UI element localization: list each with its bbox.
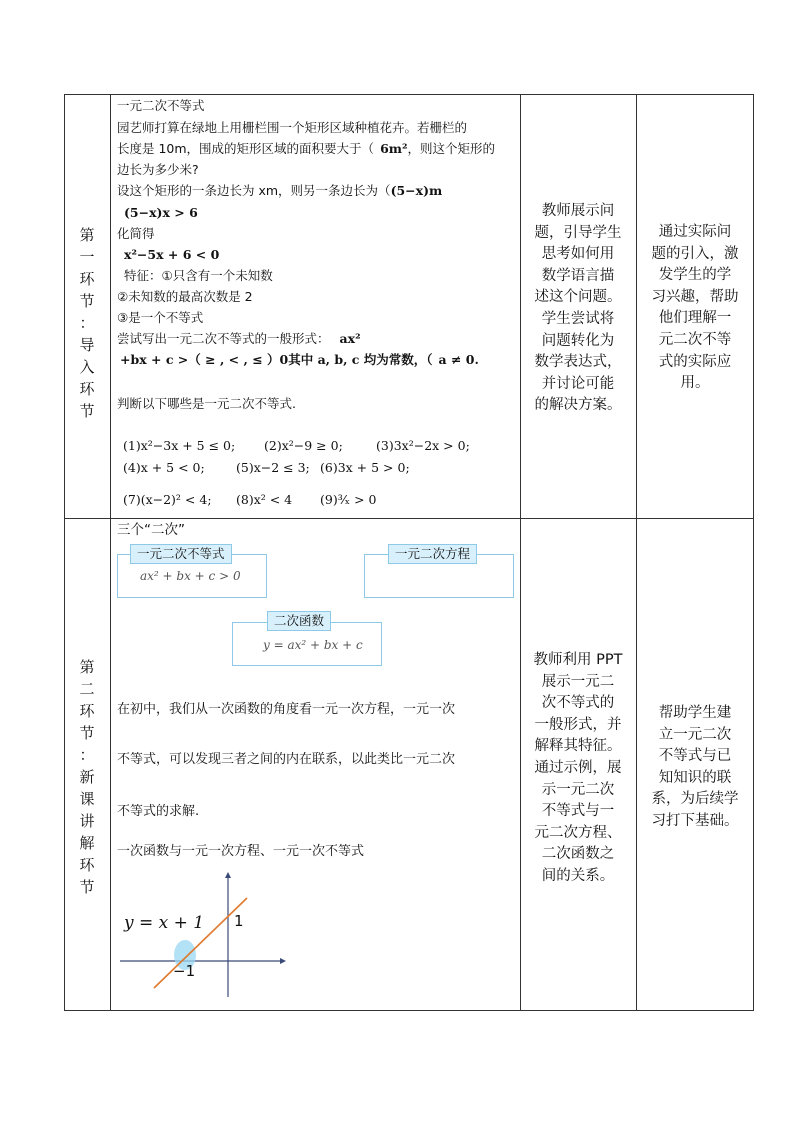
stage-char: 第: [79, 226, 95, 244]
text-line: 题，引导学生: [534, 224, 622, 241]
text-line: 不等式与已: [658, 748, 732, 765]
text-line: 示一元二次: [541, 781, 615, 798]
stage-label-intro: [64, 224, 110, 422]
text-line: 述这个问题。: [534, 289, 622, 306]
text-line: 的解决方案。: [534, 397, 622, 414]
text-line: 知知识的联: [658, 769, 732, 786]
linear-function-graph: [116, 870, 286, 1002]
row-divider: [64, 518, 754, 519]
option-5: (5)x−2 ≤ 3;: [236, 460, 310, 475]
design-purpose-intro: [638, 222, 752, 395]
teacher-activity-intro: [522, 201, 634, 417]
text-line: 元二次不等: [658, 331, 732, 348]
teacher-activity-new-lesson: [522, 650, 634, 888]
box-label: 二次函数: [267, 611, 331, 631]
text-line: 习兴趣，帮助: [651, 288, 739, 305]
option-4: (4)x + 5 < 0;: [123, 460, 205, 475]
paragraph-line: 在初中，我们从一次函数的角度看一元一次方程，一元一次: [117, 702, 456, 717]
text-line: 式的实际应: [658, 353, 732, 370]
text-line: 展示一元二: [541, 673, 615, 690]
subheading: 一次函数与一元一次方程、一元一次不等式: [117, 844, 365, 859]
table-border-bottom: [64, 1010, 754, 1011]
problem-text: 边长为多少米?: [117, 162, 199, 177]
table-divider: [636, 94, 637, 1011]
stage-label-new-lesson: [64, 656, 110, 898]
text-line: 解释其特征。: [534, 738, 622, 755]
setup-text: [117, 183, 442, 199]
text-line: 教师展示问: [541, 203, 615, 219]
general-form-part: +bx + c >（ ≥ , < , ≤ ）0其中 a, b, c 均为常数，（: [120, 352, 433, 367]
text-line: 数学表达式，: [534, 354, 622, 371]
text-line: 系，为后续学: [651, 791, 739, 808]
text-line: 通过示例，展: [534, 759, 622, 776]
table-border-top: [64, 94, 754, 95]
text-line: 立一元二次: [658, 726, 732, 743]
paragraph-line: 不等式的求解.: [117, 804, 200, 819]
stage-char: 课: [79, 790, 95, 808]
option-9: (9)³⁄ₓ > 0: [320, 492, 377, 507]
inequality-2: x²−5x + 6 < 0: [124, 247, 220, 262]
x-axis-arrow: [280, 958, 286, 964]
option-6: (6)3x + 5 > 0;: [320, 460, 410, 475]
text-line: 一般形式，并: [534, 716, 622, 733]
stage-char: 导: [79, 336, 95, 354]
box-equation: ax² + bx + c > 0: [140, 569, 241, 583]
general-form-text: [120, 352, 479, 368]
text-line: 间的关系。: [541, 867, 615, 884]
general-form-cond: a ≠ 0.: [438, 352, 479, 367]
problem-text-part: ，则这个矩形的: [407, 141, 495, 156]
option-2: (2)x²−9 ≥ 0;: [264, 438, 343, 453]
y-axis-arrow: [225, 872, 231, 878]
stage-char: ：: [79, 746, 95, 764]
text-line: 问题转化为: [541, 332, 615, 349]
stage-char: 讲: [79, 812, 95, 830]
text-line: 并讨论可能: [541, 375, 615, 392]
setup-text-part: 设这个矩形的一条边长为 xm，则另一条边长为（: [117, 183, 391, 198]
stage-char: ：: [79, 314, 95, 332]
text-line: 二次函数之: [541, 846, 615, 863]
text-line: 他们理解一: [658, 310, 732, 327]
lesson-table: [64, 94, 754, 1011]
text-line: 教师利用 PPT: [533, 652, 623, 668]
text-line: 元二次方程、: [534, 824, 622, 841]
stage-char: 环: [79, 270, 95, 288]
side-length-expr: (5−x)m: [390, 183, 443, 198]
box-label: 一元二次不等式: [130, 544, 232, 564]
stage-char: 二: [79, 680, 95, 698]
text-line: 发学生的学: [658, 267, 732, 284]
text-line: 思考如何用: [541, 246, 615, 263]
feature-text: ③是一个不等式: [117, 310, 204, 325]
stage-char: 环: [79, 702, 95, 720]
box-label: 一元二次方程: [388, 544, 477, 564]
paragraph-line: 不等式，可以发现三者之间的内在联系，以此类比一元二次: [117, 752, 456, 767]
text-line: 数学语言描: [541, 267, 615, 284]
inequality-1: (5−x)x > 6: [124, 205, 198, 220]
area-value: 6m²: [380, 141, 408, 156]
option-1: (1)x²−3x + 5 ≤ 0;: [123, 438, 236, 453]
table-divider: [520, 94, 521, 1011]
text-line: 次不等式的: [541, 695, 615, 712]
section-title: 三个“二次”: [117, 522, 185, 538]
stage-char: 新: [79, 768, 95, 786]
option-8: (8)x² < 4: [236, 492, 293, 507]
problem-text: 园艺师打算在绿地上用栅栏围一个矩形区域种植花卉。若栅栏的: [117, 120, 468, 135]
general-form-expr: ax²: [339, 331, 361, 346]
table-border-right: [753, 94, 754, 1011]
stage-char: 节: [79, 292, 95, 310]
text-line: 学生尝试将: [541, 310, 615, 327]
feature-text: 特征：①只含有一个未知数: [124, 268, 273, 283]
text-line: 帮助学生建: [658, 705, 732, 721]
general-form-text: [117, 331, 361, 347]
problem-text: [117, 141, 495, 157]
table-divider: [110, 94, 111, 1011]
stage-char: 节: [79, 878, 95, 896]
stage-char: 节: [79, 724, 95, 742]
stage-char: 一: [79, 248, 95, 266]
box-equation: y = ax² + bx + c: [263, 638, 363, 652]
feature-text: ②未知数的最高次数是 2: [117, 289, 253, 304]
option-7: (7)(x−2)² < 4;: [123, 492, 212, 507]
problem-text-part: 长度是 10m，围成的矩形区域的面积要大于（: [117, 141, 375, 156]
text-line: 通过实际问: [658, 224, 732, 240]
graph-equation-label: y = x + 1: [124, 913, 205, 933]
y-intercept-label: 1: [234, 912, 244, 930]
section-title: 一元二次不等式: [117, 98, 205, 113]
simplify-label: 化简得: [117, 226, 155, 241]
stage-char: 节: [79, 402, 95, 420]
x-intercept-label: −1: [173, 962, 196, 980]
stage-char: 入: [79, 358, 95, 376]
text-line: 习打下基础。: [651, 812, 739, 829]
text-line: 题的引入，激: [651, 245, 739, 262]
stage-char: 环: [79, 856, 95, 874]
design-purpose-new-lesson: [638, 703, 752, 833]
option-3: (3)3x²−2x > 0;: [376, 438, 470, 453]
general-form-part: 尝试写出一元二次不等式的一般形式：: [117, 331, 330, 346]
text-line: 用。: [680, 375, 710, 392]
stage-char: 解: [79, 834, 95, 852]
text-line: 不等式与一: [541, 803, 615, 820]
stage-char: 环: [79, 380, 95, 398]
stage-char: 第: [79, 658, 95, 676]
judge-prompt: 判断以下哪些是一元二次不等式.: [117, 396, 296, 411]
